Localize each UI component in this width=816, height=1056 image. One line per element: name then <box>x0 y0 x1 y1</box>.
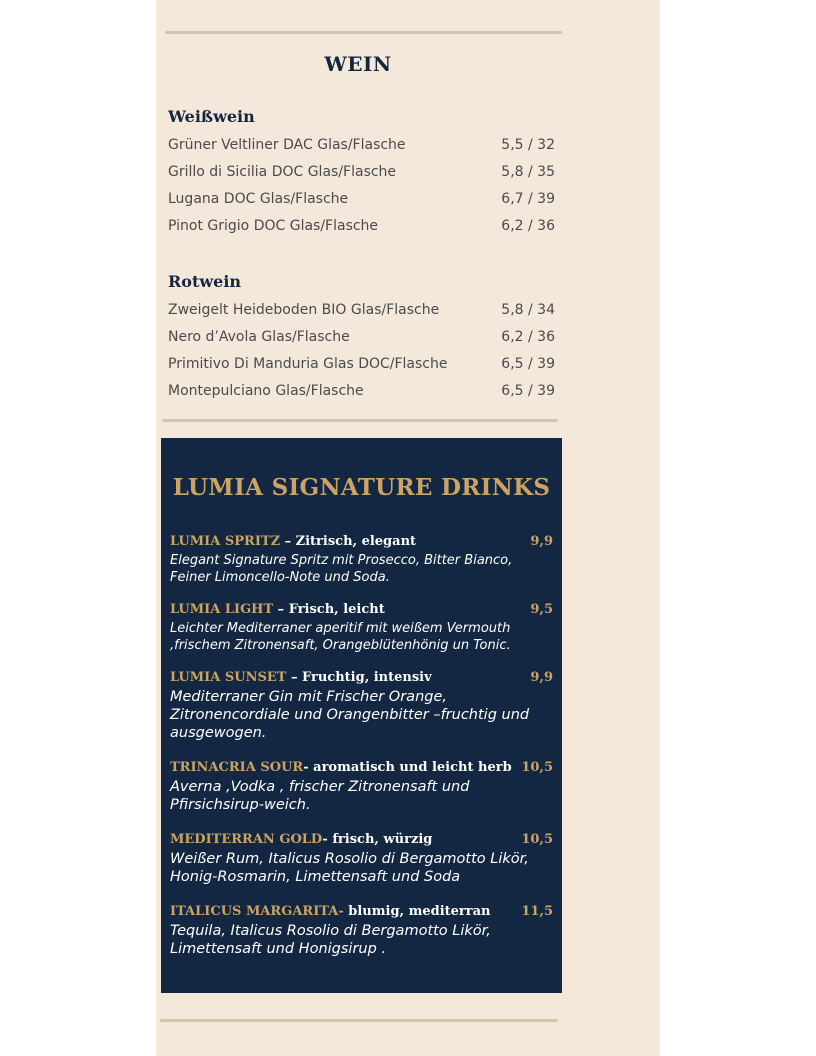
wine-item <box>168 164 555 184</box>
drink-name: ITALICUS MARGARITA- <box>170 904 344 919</box>
drink-name: LUMIA SUNSET <box>170 670 287 685</box>
wine-item-name: Primitivo Di Manduria Glas DOC/Flasche <box>168 356 448 372</box>
wine-item-name: Nero d’Avola Glas/Flasche <box>168 329 350 345</box>
drink-price: 9,9 <box>530 534 553 549</box>
top-divider <box>165 31 562 34</box>
drink-header <box>170 602 553 622</box>
wine-item <box>168 302 555 322</box>
drink-item <box>170 602 553 654</box>
bottom-divider <box>160 1019 558 1022</box>
wine-item-price: 6,2 / 36 <box>501 329 555 345</box>
drink-item <box>170 760 553 814</box>
drink-name: LUMIA LIGHT <box>170 602 274 617</box>
wine-item <box>168 329 555 349</box>
wine-item-price: 5,8 / 35 <box>501 164 555 180</box>
red-wine-heading: Rotwein <box>168 272 242 291</box>
wine-item <box>168 137 555 157</box>
drink-price: 9,9 <box>530 670 553 685</box>
wine-item-name: Zweigelt Heideboden BIO Glas/Flasche <box>168 302 440 318</box>
wine-item-price: 5,5 / 32 <box>501 137 555 153</box>
wine-item-name: Pinot Grigio DOC Glas/Flasche <box>168 218 379 234</box>
drink-header <box>170 832 553 852</box>
drink-subtitle: – Frisch, leicht <box>273 602 385 617</box>
wine-item-name: Grüner Veltliner DAC Glas/Flasche <box>168 137 406 153</box>
drink-subtitle: - aromatisch und leicht herb <box>303 760 512 775</box>
drink-item <box>170 904 553 958</box>
drink-header <box>170 534 553 554</box>
drink-item <box>170 832 553 886</box>
drink-price: 10,5 <box>521 832 553 847</box>
drink-price: 10,5 <box>521 760 553 775</box>
signature-drinks-title: LUMIA SIGNATURE DRINKS <box>172 474 551 501</box>
wine-item-name: Lugana DOC Glas/Flasche <box>168 191 349 207</box>
drink-subtitle: – Zitrisch, elegant <box>280 534 417 549</box>
drink-description: Tequila, Italicus Rosolio di Bergamotto Likör, Limettensaft und Honigsirup . <box>170 923 491 957</box>
wine-item <box>168 191 555 211</box>
wine-item-price: 6,7 / 39 <box>501 191 555 207</box>
drink-name: LUMIA SPRITZ <box>170 534 281 549</box>
wine-item-price: 6,2 / 36 <box>501 218 555 234</box>
wine-item-price: 6,5 / 39 <box>501 383 555 399</box>
wine-item <box>168 383 555 403</box>
wine-item-name: Grillo di Sicilia DOC Glas/Flasche <box>168 164 397 180</box>
drink-subtitle: blumig, mediterran <box>343 904 491 919</box>
drink-description: Elegant Signature Spritz mit Prosecco, Bitter Bianco, Feiner Limoncello-Note und Soda. <box>170 553 513 585</box>
drink-item <box>170 670 553 742</box>
signature-drinks-panel <box>161 438 562 993</box>
drink-description: Averna ,Vodka , frischer Zitronensaft und Pfirsichsirup-weich. <box>170 779 470 813</box>
wine-item-price: 6,5 / 39 <box>501 356 555 372</box>
drink-description: Weißer Rum, Italicus Rosolio di Bergamotto Likör, Honig-Rosmarin, Limettensaft und Soda <box>170 851 529 885</box>
drink-header <box>170 760 553 780</box>
wine-item-price: 5,8 / 34 <box>501 302 555 318</box>
drink-subtitle: – Fruchtig, intensiv <box>286 670 432 685</box>
wine-section-title: WEIN <box>324 52 392 76</box>
drink-name: TRINACRIA SOUR <box>170 760 304 775</box>
drink-header <box>170 904 553 924</box>
drink-subtitle: - frisch, würzig <box>322 832 433 847</box>
wine-item <box>168 356 555 376</box>
drink-description: Leichter Mediterraner aperitif mit weißem Vermouth ,frischem Zitronensaft, Orangeblütenhönig un Tonic. <box>170 621 511 653</box>
drink-header <box>170 670 553 690</box>
wine-item <box>168 218 555 238</box>
wine-bottom-divider <box>162 419 558 422</box>
white-wine-heading: Weißwein <box>168 107 255 126</box>
drink-item <box>170 534 553 586</box>
drink-description: Mediterraner Gin mit Frischer Orange, Zitronencordiale und Orangenbitter –fruchtig und ausgewogen. <box>170 689 530 741</box>
drink-price: 11,5 <box>521 904 553 919</box>
drink-price: 9,5 <box>530 602 553 617</box>
drink-name: MEDITERRAN GOLD <box>170 832 323 847</box>
menu-page <box>156 0 660 1056</box>
wine-item-name: Montepulciano Glas/Flasche <box>168 383 364 399</box>
